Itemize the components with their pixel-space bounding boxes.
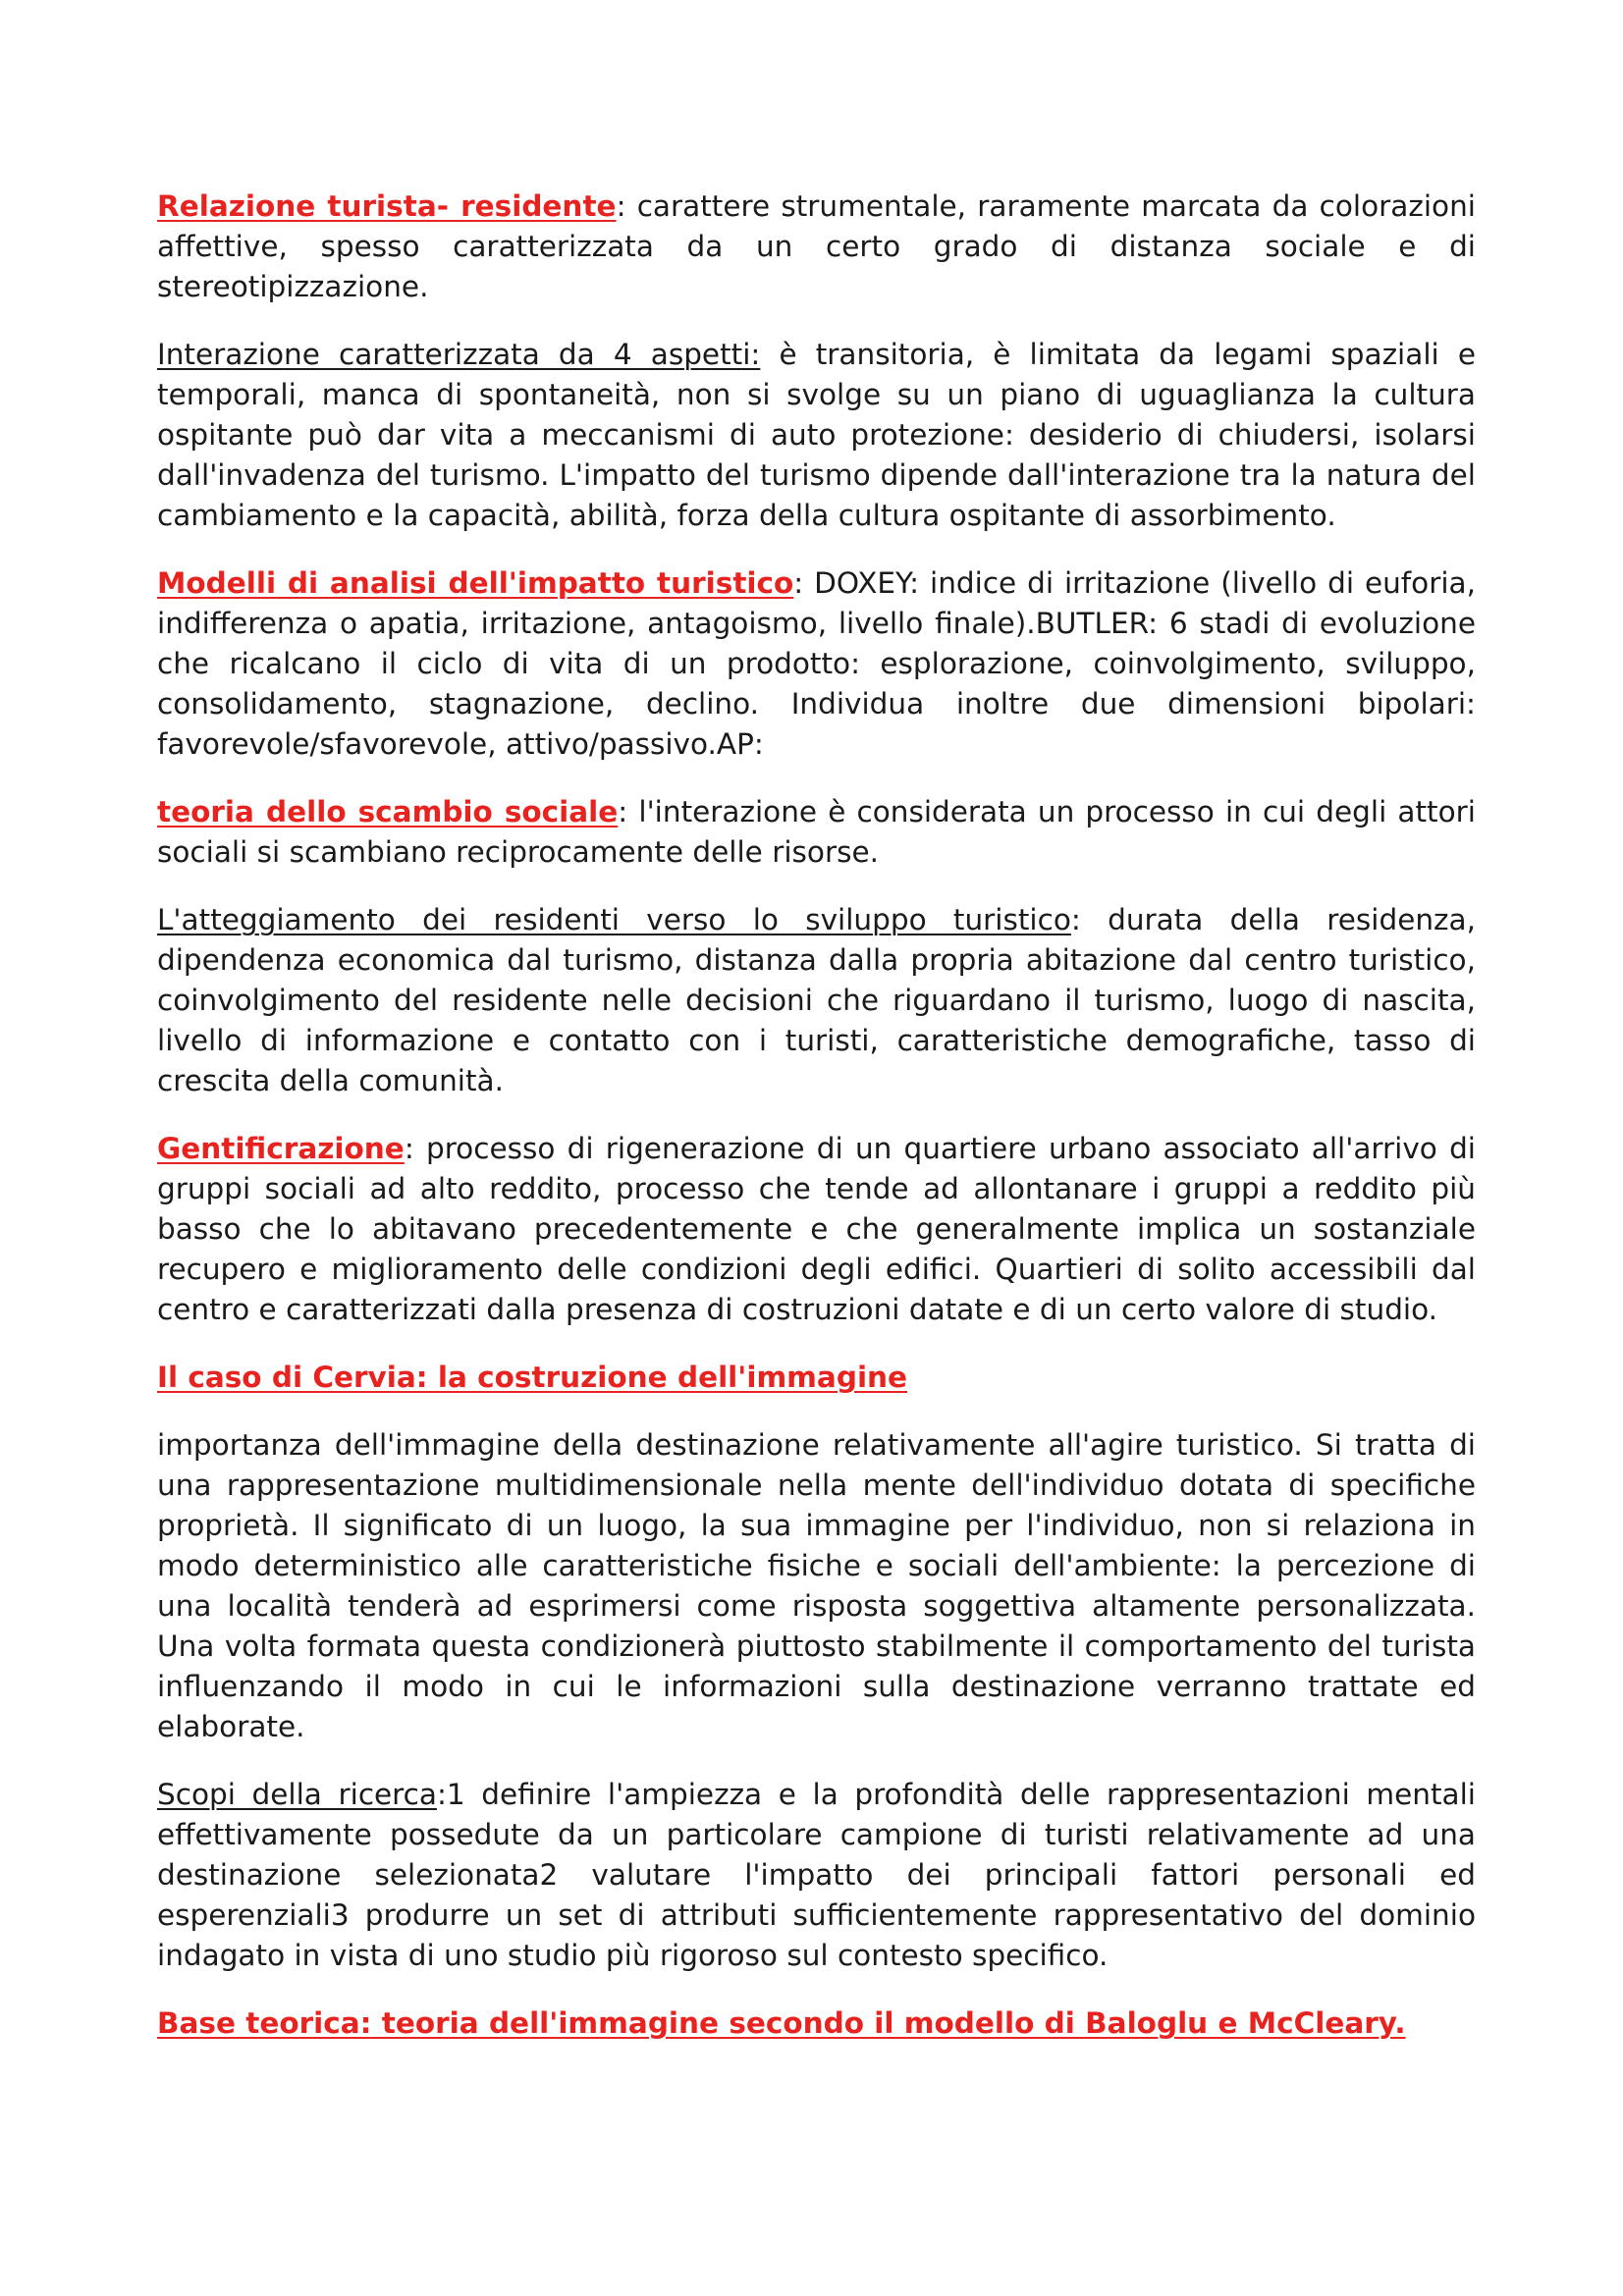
paragraph-scambio-sociale bbox=[157, 792, 1476, 873]
paragraph-gentificrazione-text: : processo di rigenerazione di un quartiere urbano associato all'arrivo di gruppi sociali ad alto reddito, processo che tende ad allontanare i gruppi a reddito più basso che lo abitavano precedentemente e che generalmente implica un sostanziale recupero e miglioramento delle condizioni degli edifici. Quartieri di solito accessibili dal centro e caratterizzati dalla presenza di costruzioni datate e di un certo valore di studio. bbox=[157, 1132, 1476, 1326]
term-atteggiamento-residenti: L'atteggiamento dei residenti verso lo sviluppo turistico bbox=[157, 903, 1071, 936]
paragraph-modelli bbox=[157, 563, 1476, 765]
paragraph-scopi bbox=[157, 1775, 1476, 1976]
paragraph-modelli-text: : DOXEY: indice di irritazione (livello di euforia, indifferenza o apatia, irritazione, antagoismo, livello finale).BUTLER: 6 stadi di evoluzione che ricalcano il ciclo di vita di un prodotto: esplorazione, coinvolgimento, sviluppo, consolidamento, stagnazione, declino. Individua inoltre due dimensioni bipolari: favorevole/sfavorevole, attivo/passivo.AP: bbox=[157, 566, 1476, 761]
paragraph-interazione bbox=[157, 335, 1476, 536]
term-relazione-turista-residente: Relazione turista- residente bbox=[157, 189, 617, 223]
paragraph-relazione bbox=[157, 187, 1476, 307]
heading-base-teorica-text: Base teorica: teoria dell'immagine secondo il modello di Baloglu e McCleary. bbox=[157, 2006, 1406, 2040]
paragraph-atteggiamento-text: : durata della residenza, dipendenza economica dal turismo, distanza dalla propria abitazione dal centro turistico, coinvolgimento del residente nelle decisioni che riguardano il turismo, luogo di nascita, livello di informazione e contatto con i turisti, caratteristiche demografiche, tasso di crescita della comunità. bbox=[157, 903, 1476, 1097]
heading-caso-cervia bbox=[157, 1358, 1476, 1398]
term-scopi-della-ricerca: Scopi della ricerca bbox=[157, 1778, 437, 1811]
paragraph-immagine-text: importanza dell'immagine della destinazione relativamente all'agire turistico. Si tratta di una rappresentazione multidimensionale nella mente dell'individuo dotata di specifiche proprietà. Il significato di un luogo, la sua immagine per l'individuo, non si relaziona in modo deterministico alle caratteristiche fisiche e sociali dell'ambiente: la percezione di una località tenderà ad esprimersi come risposta soggettiva altamente personalizzata. Una volta formata questa condizionerà piuttosto stabilmente il comportamento del turista influenzando il modo in cui le informazioni sulla destinazione verranno trattate ed elaborate. bbox=[157, 1428, 1476, 1743]
heading-caso-cervia-text: Il caso di Cervia: la costruzione dell'immagine bbox=[157, 1361, 908, 1394]
paragraph-scopi-text: :1 definire l'ampiezza e la profondità delle rappresentazioni mentali effettivamente possedute da un particolare campione di turisti relativamente ad una destinazione selezionata2 valutare l'impatto dei principali fattori personali ed esperenziali3 produrre un set di attributi sufficientemente rappresentativo del dominio indagato in vista di uno studio più rigoroso sul contesto specifico. bbox=[157, 1778, 1477, 1972]
heading-base-teorica bbox=[157, 2003, 1476, 2044]
document-page bbox=[157, 187, 1476, 2071]
paragraph-relazione-text: : carattere strumentale, raramente marcata da colorazioni affettive, spesso caratterizzata da un certo grado di distanza sociale e di stereotipizzazione. bbox=[157, 189, 1476, 303]
paragraph-gentificrazione bbox=[157, 1129, 1476, 1330]
term-teoria-scambio-sociale: teoria dello scambio sociale bbox=[157, 795, 619, 828]
term-interazione: Interazione caratterizzata da 4 aspetti: bbox=[157, 338, 761, 371]
paragraph-atteggiamento bbox=[157, 900, 1476, 1101]
term-modelli-di-analisi: Modelli di analisi dell'impatto turistico bbox=[157, 566, 794, 600]
term-gentificrazione: Gentificrazione bbox=[157, 1132, 405, 1165]
paragraph-scambio-sociale-text: : l'interazione è considerata un processo in cui degli attori sociali si scambiano reciprocamente delle risorse. bbox=[157, 795, 1476, 869]
paragraph-immagine bbox=[157, 1425, 1476, 1747]
paragraph-interazione-text: è transitoria, è limitata da legami spaziali e temporali, manca di spontaneità, non si svolge su un piano di uguaglianza la cultura ospitante può dar vita a meccanismi di auto protezione: desiderio di chiudersi, isolarsi dall'invadenza del turismo. L'impatto del turismo dipende dall'interazione tra la natura del cambiamento e la capacità, abilità, forza della cultura ospitante di assorbimento. bbox=[157, 338, 1476, 532]
